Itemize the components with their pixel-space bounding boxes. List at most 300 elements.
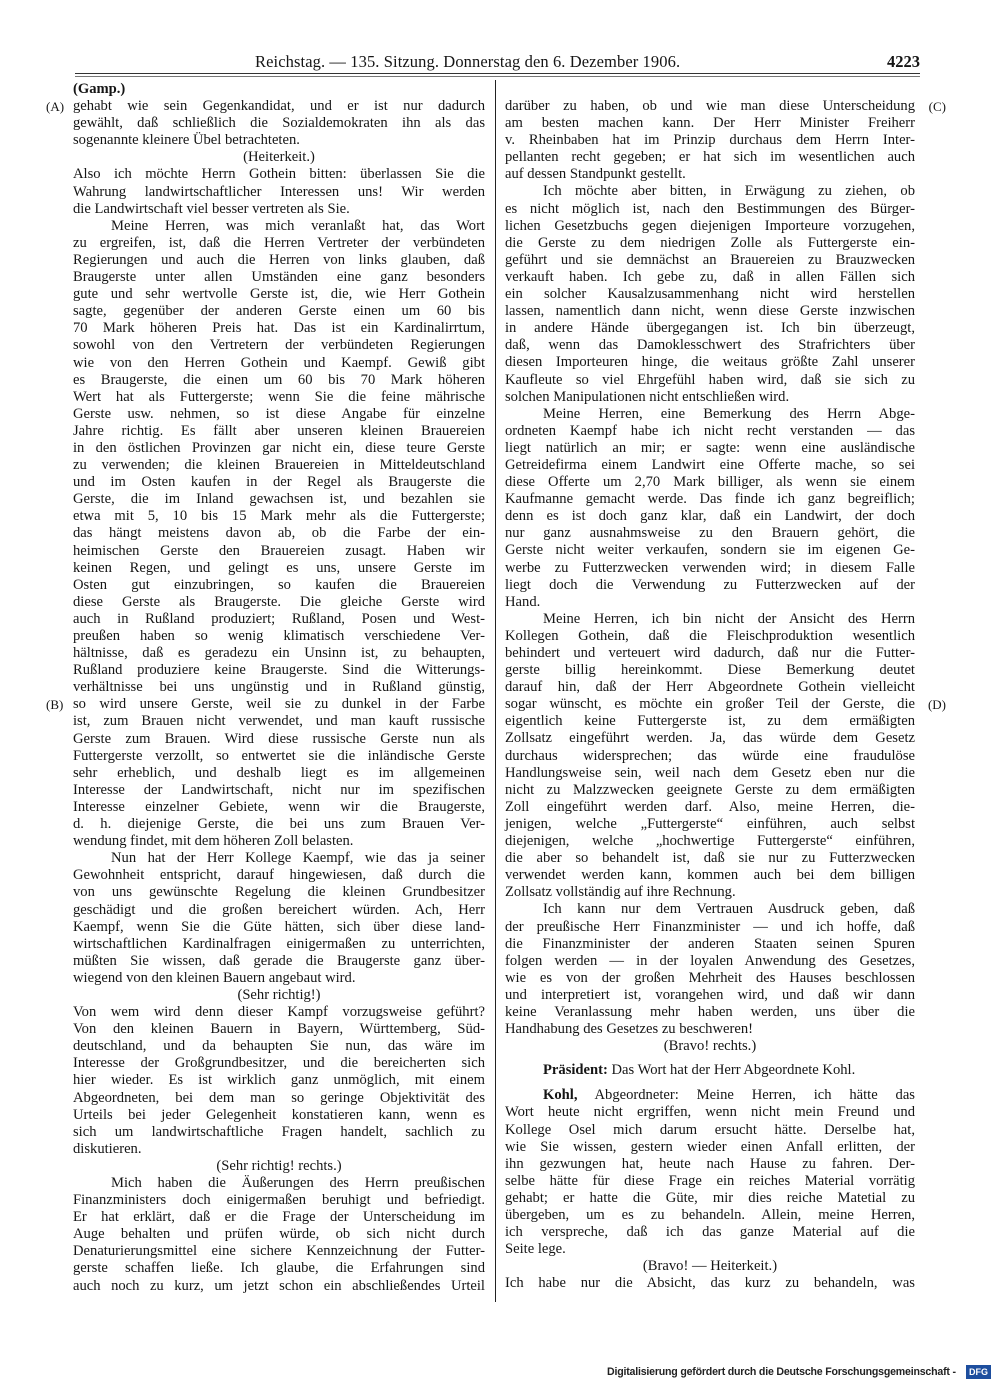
line-text: (Bravo! rechts.) xyxy=(663,1038,757,1055)
line-text: d. h. diejenige Gerste, die bei uns zum Brauen Ver- xyxy=(73,816,485,833)
interjection xyxy=(73,149,485,166)
line-text: Interesse der Großgrundbesitzer, und die bereicherten sich xyxy=(73,1055,485,1072)
line-text: Interesse der Landwirtschaft, nicht nur im spezifischen xyxy=(73,781,485,798)
text-line xyxy=(73,525,485,542)
line-text: gehabt; er hatte die Güte, mir dies reiche Matetial zu xyxy=(505,1189,915,1206)
text-line xyxy=(73,372,485,389)
line-text: Kollege Osel mich darum ersucht hätte. Derselbe hat, xyxy=(505,1121,915,1138)
text-line xyxy=(73,457,485,474)
text-line xyxy=(505,1139,915,1156)
line-text: geführt und sie demnächst an Brauereien zu Brauzwecken xyxy=(505,251,915,268)
line-text: Getreidefirma einem Landwirt eine Offerte mache, so sei xyxy=(505,456,915,473)
line-text: Von wem wird denn dieser Kampf vorzugsweise geführt? xyxy=(73,1004,485,1021)
line-text: Auge behalten und prüfen würde, ob sich nicht durch xyxy=(73,1226,485,1243)
text-line xyxy=(505,1021,915,1038)
line-text: wiegend von den kleinen Bauern angebaut wird. xyxy=(73,969,356,986)
line-text: auch noch zu kurz, um jetzt schon ein abschließendes Urteil xyxy=(73,1277,485,1294)
text-line xyxy=(505,303,915,320)
line-text: Kollegen Gothein, daß die Fleischproduktion wesentlich xyxy=(505,627,915,644)
line-text: keine Veranlassung mehr haben werden, uns über die xyxy=(505,1003,915,1020)
line-text: am besten machen kann. Der Herr Minister Freiherr xyxy=(505,115,915,132)
text-line xyxy=(505,577,915,594)
column-divider xyxy=(495,80,496,1302)
line-text: hältnisse, daß es geradezu ein Unsinn ist, zu behaupten, xyxy=(73,645,485,662)
text-line xyxy=(73,679,485,696)
line-text: darauf hin, daß der Herr Abgeordnete Gothein vielleicht xyxy=(505,679,915,696)
line-text: gerste billig hereinkommt. Diese Bemerkung deutet xyxy=(505,662,915,679)
text-line xyxy=(505,132,915,149)
interjection xyxy=(505,1258,915,1275)
paragraph xyxy=(505,406,915,611)
line-text: Meine Herren, eine Bemerkung des Herrn Abge- xyxy=(543,405,915,422)
line-text: zu verwenden; die kleinen Brauereien in Mitteldeutschland xyxy=(73,457,485,474)
line-text: folgen werden — in der loyalen Anwendung des Gesetzes, xyxy=(505,952,915,969)
text-line xyxy=(505,542,915,559)
text-line xyxy=(73,491,485,508)
line-text: (Bravo! — Heiterkeit.) xyxy=(642,1258,778,1275)
text-line xyxy=(505,645,915,662)
line-text: v. Rheinbaben hat im Prinzip durchaus dem Herrn Inter- xyxy=(505,132,915,149)
text-line xyxy=(73,628,485,645)
text-line xyxy=(505,919,915,936)
line-text: denn es ist doch ganz klar, daß ein Landwirt, der doch xyxy=(505,508,915,525)
line-text: Gerste nicht weiter verkaufen, sondern sie im eigenen Ge- xyxy=(505,542,915,559)
text-line xyxy=(73,1090,485,1107)
text-line xyxy=(73,987,485,1004)
line-text: werbe zu Futterzwecken verwenden wird; in diesem Falle xyxy=(505,559,915,576)
text-line xyxy=(73,184,485,201)
paragraph xyxy=(46,98,485,149)
line-text: Abgeordneten, bei dem man so geringe Objektivität des xyxy=(73,1089,485,1106)
text-line xyxy=(73,423,485,440)
text-line xyxy=(505,372,915,389)
text-line xyxy=(73,1158,485,1175)
margin-marker: (C) xyxy=(928,99,946,114)
text-line xyxy=(73,1038,485,1055)
line-text: hier wieder. Es ist wirklich ganz unmöglich, mit einem xyxy=(73,1072,485,1089)
line-text: die Landwirtschaft viel besser vertreten als Sie. xyxy=(73,200,350,217)
paragraph xyxy=(505,98,946,183)
text-line xyxy=(505,782,915,799)
text-line xyxy=(73,132,485,149)
text-line xyxy=(73,1072,485,1089)
text-line xyxy=(505,389,915,406)
line-text: gewählt, daß schließlich die Sozialdemokraten ihn als das xyxy=(73,115,485,132)
text-line xyxy=(505,884,915,901)
line-text: Meine Herren, was mich veranlaßt hat, das Wort xyxy=(111,217,485,234)
margin-marker: (A) xyxy=(46,99,65,115)
interjection xyxy=(505,1038,915,1055)
text-line xyxy=(73,166,485,183)
text-line xyxy=(73,337,485,354)
line-text: daß, wenn das Damoklesschwert des Strafrichters über xyxy=(505,337,915,354)
text-line xyxy=(73,1124,485,1141)
line-text: ich verspreche, daß ich das ganze Material auf die xyxy=(505,1224,915,1241)
left-column xyxy=(46,81,485,1295)
text-line xyxy=(505,611,915,628)
line-text: Er hat erklärt, daß er die Frage der Unterscheidung im xyxy=(73,1209,485,1226)
line-text: lichen Gesetzbuchs gegen diejenigen Importeure vorzugehen, xyxy=(505,217,915,234)
margin-marker: (B) xyxy=(46,697,64,713)
text-line xyxy=(73,543,485,560)
text-line xyxy=(505,1258,915,1275)
line-text: gehabt wie sein Gegenkandidat, und er ist nur dadurch xyxy=(73,98,485,115)
line-text: darüber zu haben, ob und wie man diese Unterscheidung xyxy=(505,98,915,114)
line-text: Ich möchte aber bitten, in Erwägung zu ziehen, ob xyxy=(543,183,915,200)
paragraph xyxy=(73,1004,485,1158)
paragraph xyxy=(73,1175,485,1295)
text-line xyxy=(73,577,485,594)
text-line xyxy=(73,286,485,303)
text-line xyxy=(505,730,915,747)
text-line xyxy=(73,919,485,936)
line-text: die Finanzminister der anderen Staaten seinen Spuren xyxy=(505,935,915,952)
line-text: wie Sie wissen, gestern wieder einen Anfall erlitten, der xyxy=(505,1138,915,1155)
line-text: heimischen Gerste den Brauereien zusagt. Haben wir xyxy=(73,542,485,559)
line-text: sowohl von den Vertretern der verbündeten Regierungen xyxy=(73,337,485,354)
text-line xyxy=(73,1192,485,1209)
text-line xyxy=(505,679,915,696)
text-line xyxy=(505,594,915,611)
text-line xyxy=(46,98,485,115)
text-line xyxy=(505,1241,915,1258)
line-text: lassen, namentlich dann nicht, wenn diese Gerste inzwischen xyxy=(505,303,915,320)
line-text: zu ergreifen, ist, daß die Herren Vertreter der verbündeten xyxy=(73,234,485,251)
line-text: Braugerste unter allen Umständen eine ganz besonders xyxy=(73,269,485,286)
line-text: Osten gut einzubringen, so kaufen die Brauereien xyxy=(73,576,485,593)
line-text: pellanten recht gegeben; er hat sich im wesentlichen auch xyxy=(505,149,915,166)
line-text: gerste schaffen ließe. Ich glaube, die Erfahrungen sind xyxy=(73,1260,485,1277)
text-line xyxy=(73,1141,485,1158)
text-line xyxy=(73,252,485,269)
line-text: Abgeordneter: Meine Herren, ich hätte das xyxy=(577,1087,915,1104)
line-text: wie es von der großen Mehrheit des Hauses beschlossen xyxy=(505,969,915,986)
line-text: diejenigen, welche „hochwertige Futtergerste“ einführen, xyxy=(505,833,915,850)
line-text: sogenannte kleinere Übel betrachteten. xyxy=(73,132,300,149)
text-line xyxy=(505,1038,915,1055)
text-line xyxy=(505,560,915,577)
text-line xyxy=(73,713,485,730)
text-line xyxy=(73,149,485,166)
line-text: das hängt meistens davon ab, ob die Farbe der ein- xyxy=(73,525,485,542)
line-text: Denaturierungsmittel eine sichere Kennzeichnung der Futter- xyxy=(73,1243,485,1260)
text-line xyxy=(73,611,485,628)
page-number: 4223 xyxy=(887,52,920,71)
line-text: Also ich möchte Herrn Gothein bitten: überlassen Sie die xyxy=(73,166,485,183)
text-line xyxy=(73,1226,485,1243)
text-line xyxy=(73,731,485,748)
text-line xyxy=(73,765,485,782)
line-text: diesen Importeuren hinge, die weitaus größte Zahl unserer xyxy=(505,354,915,371)
text-line xyxy=(505,901,915,918)
text-line xyxy=(505,149,915,166)
line-text: müßten Sie wissen, daß gerade die Braugerste ganz über- xyxy=(73,952,485,969)
text-line xyxy=(505,320,915,337)
line-text: Das Wort hat der Herr Abgeordnete Kohl. xyxy=(607,1062,856,1079)
text-line xyxy=(505,474,915,491)
text-line xyxy=(505,269,915,286)
line-text: sagte, gegenüber der anderen Gerste einen um 60 bis xyxy=(73,303,485,320)
line-text: der preußische Herr Finanzminister — und ich hoffe, daß xyxy=(505,918,915,935)
text-line xyxy=(505,286,915,303)
line-text: auch in Rußland produziert; Rußland, Posen und West- xyxy=(73,610,485,627)
line-text: Ich kann nur dem Vertrauen Ausdruck geben, daß xyxy=(543,901,915,918)
line-text: Kaempf, wenn Sie die Güte hätten, sich über diese land- xyxy=(73,918,485,935)
text-line xyxy=(73,440,485,457)
text-line xyxy=(73,269,485,286)
speaker-turn xyxy=(505,1087,915,1258)
text-line xyxy=(505,1087,915,1104)
line-text: die Gerste zu dem niedrigen Zolle als Futtergerste ein- xyxy=(505,234,915,251)
text-line xyxy=(505,1173,915,1190)
paragraph xyxy=(73,166,485,217)
text-line xyxy=(505,406,915,423)
text-line xyxy=(73,303,485,320)
line-text: liegt natürlich an mir; er sagte: wenn eine ausländische xyxy=(505,439,915,456)
text-line xyxy=(505,1207,915,1224)
text-line xyxy=(73,970,485,987)
text-line xyxy=(73,833,485,850)
line-text: (Heiterkeit.) xyxy=(243,149,315,166)
right-column xyxy=(505,98,946,1292)
line-text: deutschland, und da behaupten Sie nun, das wäre im xyxy=(73,1038,485,1055)
text-line xyxy=(73,1055,485,1072)
text-line xyxy=(505,235,915,252)
line-text: Urteils bei jeder Gelegenheit konstatieren kann, wenn es xyxy=(73,1106,485,1123)
text-line xyxy=(505,1275,915,1292)
line-text: wendung findet, mit dem höheren Zoll belasten. xyxy=(73,833,354,850)
line-text: wirtschaftlichen Kardinalfragen einigermaßen zu unterrichten, xyxy=(73,935,485,952)
line-text: auf dessen Standpunkt gestellt. xyxy=(505,166,686,183)
text-line xyxy=(73,201,485,218)
line-text: Gerste, die im Inland gewachsen ist, und bezahlen sie xyxy=(73,491,485,508)
line-text: eigentlich keine Futtergerste ist, zu dem ermäßigten xyxy=(505,713,915,730)
line-text: preußen haben so wenig klimatisch verschiedene Ver- xyxy=(73,628,485,644)
line-text: Interesse einzelner Gebiete, wenn wir die Braugerste, xyxy=(73,798,485,815)
line-text: Jahre richtig. Es fällt aber unseren kleinen Brauereien xyxy=(73,422,485,439)
line-text: und interpretiert ist, vorangehen wird, und daß wir dann xyxy=(505,986,915,1003)
line-text: es nicht möglich ist, nach den Bestimmungen des Bürger- xyxy=(505,200,915,217)
text-line xyxy=(505,1122,915,1139)
line-text: Mich haben die Äußerungen des Herrn preußischen xyxy=(111,1175,485,1191)
line-text: Meine Herren, ich bin nicht der Ansicht des Herrn xyxy=(543,610,915,627)
digitization-credit: Digitalisierung gefördert durch die Deutsche Forschungsgemeinschaft - xyxy=(607,1366,956,1378)
text-line xyxy=(505,1004,915,1021)
text-line xyxy=(505,491,915,508)
line-text: Kaufleute so viel Ehrgefühl haben wird, daß sie sich zu xyxy=(505,371,915,388)
text-line xyxy=(73,884,485,901)
text-line xyxy=(505,1156,915,1173)
text-line xyxy=(73,936,485,953)
text-line xyxy=(73,218,485,235)
text-line xyxy=(505,183,915,200)
line-text: Rußland produziere keine Braugerste. Sind die Witterungs- xyxy=(73,662,485,679)
line-text: die aber so behandelt ist, daß sie nur zu Futterzwecken xyxy=(505,850,915,867)
line-text: sogar wünscht, es möchte ein großer Teil der Gerste, die xyxy=(505,696,915,713)
text-line xyxy=(505,337,915,354)
text-line xyxy=(73,1175,485,1192)
line-text: ein solcher Kausalzusammenhang nicht wird herstellen xyxy=(505,286,915,303)
text-line xyxy=(73,1004,485,1021)
text-line xyxy=(46,696,485,713)
line-text: nicht zu Malzzwecken geeignete Gerste zu dem ermäßigten xyxy=(505,781,915,798)
text-line xyxy=(505,1104,915,1121)
running-header xyxy=(75,52,920,72)
line-text: Gerste zum Brauen. Wird diese russische Gerste nun als xyxy=(73,730,485,747)
line-text: Handhabung des Gesetzes zu beschweren! xyxy=(505,1021,753,1038)
line-text: sich um landwirtschaftliche Fragen handelt, sachlich zu xyxy=(73,1123,485,1140)
text-line xyxy=(505,987,915,1004)
text-line xyxy=(73,1243,485,1260)
line-text: Handlungsweise sein, weil nach dem Gesetz eben nur die xyxy=(505,764,915,781)
paragraph xyxy=(73,850,485,987)
line-text: verkauft haben. Ich gebe zu, daß in allen Fällen sich xyxy=(505,268,915,285)
line-text: durchaus widersprechen; das würde eine fraudulöse xyxy=(505,747,915,764)
text-line xyxy=(505,696,946,713)
text-line xyxy=(73,235,485,252)
text-line xyxy=(505,457,915,474)
line-text: Ich habe nur die Absicht, das kurz zu behandeln, was xyxy=(505,1275,915,1292)
speaker-name: Präsident: xyxy=(543,1062,608,1079)
text-line xyxy=(505,867,915,884)
line-text: diese Offerte um 2,70 Mark billiger, als wenn sie einem xyxy=(505,474,915,491)
text-line xyxy=(505,1062,915,1079)
line-text: verwendet werden kann, kommen auch bei dem billigen xyxy=(505,867,915,884)
line-text: (Gamp.) xyxy=(73,81,126,97)
text-line xyxy=(73,81,485,98)
text-line xyxy=(505,201,915,218)
text-line xyxy=(505,833,915,850)
line-text: etwa mit 5, 10 bis 15 Mark mehr als die Futtergerste; xyxy=(73,508,485,525)
text-line xyxy=(73,1021,485,1038)
text-line xyxy=(505,98,946,115)
text-line xyxy=(505,115,915,132)
line-text: Gerste usw. nehmen, so ist diese Angabe für einzelne xyxy=(73,405,485,422)
interjection xyxy=(73,1158,485,1175)
text-line xyxy=(505,1224,915,1241)
text-line xyxy=(73,355,485,372)
text-line xyxy=(73,799,485,816)
dfg-logo: DFG xyxy=(966,1365,991,1379)
text-line xyxy=(73,867,485,884)
text-line xyxy=(505,628,915,645)
line-text: jenigen, welche „Futtergerste“ einführen, auch selbst xyxy=(505,815,915,832)
text-line xyxy=(73,320,485,337)
line-text: Futtergerste verzollt, so entwertet sie die inländische Gerste xyxy=(73,747,485,764)
line-text: Nun hat der Herr Kollege Kaempf, wie das ja seiner xyxy=(111,850,485,867)
line-text: behindert und verteuert wird dadurch, daß nur die Futter- xyxy=(505,645,915,661)
line-text: Finanzministers doch einigermaßen beruhigt und befriedigt. xyxy=(73,1192,485,1209)
text-line xyxy=(505,354,915,371)
text-line xyxy=(73,508,485,525)
line-text: Von den kleinen Bauern in Bayern, Württemberg, Süd- xyxy=(73,1021,485,1038)
line-text: (Sehr richtig! rechts.) xyxy=(216,1157,342,1174)
text-line xyxy=(505,748,915,765)
text-line xyxy=(73,115,485,132)
line-text: sehr erheblich, und deshalb liegt es im allgemeinen xyxy=(73,764,485,781)
text-line xyxy=(505,508,915,525)
paragraph xyxy=(46,217,485,850)
line-text: übergeben, um es zu behandeln. Allein, meine Herren, xyxy=(505,1207,915,1223)
text-line xyxy=(73,594,485,611)
line-text: Zoll eingeführt werden darf. Also, meine Herren, die- xyxy=(505,798,915,815)
line-text: in andere Hände übergegangen ist. Ich bin überzeugt, xyxy=(505,320,915,337)
line-text: nur ganz ausnahmsweise zu den Brauern gehört, die xyxy=(505,525,915,542)
line-text: diese Gerste als Braugerste. Die gleiche Gerste wird xyxy=(73,593,485,610)
line-text: Zollsatz vollständig auf ihre Rechnung. xyxy=(505,884,736,901)
text-line xyxy=(73,1260,485,1277)
text-line xyxy=(73,560,485,577)
line-text: verhältnisse bei uns ungünstig und in Rußland günstig, xyxy=(73,679,485,696)
text-line xyxy=(505,218,915,235)
header-title: Reichstag. — 135. Sitzung. Donnerstag den 6. Dezember 1906. xyxy=(255,52,681,71)
margin-marker: (D) xyxy=(927,697,946,713)
text-line xyxy=(73,1278,485,1295)
line-text: in den östlichen Provinzen gar nicht ein, diese teure Gerste xyxy=(73,439,485,456)
line-text: Wort heute nicht ergriffen, wenn nicht mein Freund und xyxy=(505,1104,915,1121)
line-text: Zollsatz eingeführt werden. Ja, das würde dem Gesetz xyxy=(505,730,915,747)
text-line xyxy=(505,953,915,970)
speaker-name: Kohl, xyxy=(543,1087,578,1104)
text-line xyxy=(505,440,915,457)
line-text: gute und sehr wertvolle Gerste ist, die, wie Herr Gothein xyxy=(73,286,485,303)
text-line xyxy=(73,645,485,662)
line-text: Regierungen und auch die Herren von links glauben, daß xyxy=(73,251,485,268)
line-text: so wird unsere Gerste, weil sie zu dunkel in der Farbe xyxy=(73,696,485,713)
line-text: (Sehr richtig!) xyxy=(237,986,321,1003)
text-line xyxy=(73,662,485,679)
line-text: Hand. xyxy=(505,593,541,610)
text-line xyxy=(505,765,915,782)
text-line xyxy=(73,953,485,970)
line-text: ihn gezwungen hat, heute nach Hause zu fahren. Der- xyxy=(505,1155,915,1172)
line-text: geschädigt und die großen bereichert würden. Ach, Herr xyxy=(73,901,485,918)
text-line xyxy=(505,166,915,183)
text-line xyxy=(73,850,485,867)
line-text: wie von den Herren Gothein und Kaempf. Gewiß gibt xyxy=(73,354,485,371)
text-line xyxy=(505,423,915,440)
text-line xyxy=(505,816,915,833)
line-text: es Braugerste, die einen um 60 bis 70 Mark höheren xyxy=(73,371,485,388)
paragraph xyxy=(505,901,915,1038)
paragraph xyxy=(505,610,946,902)
text-line xyxy=(505,713,915,730)
paragraph xyxy=(505,1275,915,1292)
text-line xyxy=(505,799,915,816)
text-line xyxy=(73,389,485,406)
text-line xyxy=(505,252,915,269)
line-text: Seite lege. xyxy=(505,1241,566,1258)
line-text: diskutieren. xyxy=(73,1140,142,1157)
speaker-turn xyxy=(505,1062,915,1079)
line-text: Kaufmanne gemacht werde. Das finde ich ganz begreiflich; xyxy=(505,491,915,508)
text-line xyxy=(73,748,485,765)
line-text: selbe hätte für diese Frage ein reiches Material vorrätig xyxy=(505,1172,915,1189)
interjection xyxy=(73,987,485,1004)
text-line xyxy=(73,406,485,423)
line-text: Wert hat als Futtergerste; wenn Sie die feine mährische xyxy=(73,388,485,405)
paragraph xyxy=(505,183,915,405)
line-text: liegt doch die Verwendung zu Futterzwecken auf der xyxy=(505,576,915,593)
text-line xyxy=(505,662,915,679)
text-line xyxy=(73,1107,485,1124)
line-text: und im Osten kaufen in der Regel als Braugerste die xyxy=(73,474,485,491)
text-line xyxy=(73,902,485,919)
line-text: Wahrung landwirtschaftlicher Interessen uns! Wir werden xyxy=(73,183,485,200)
text-line xyxy=(73,816,485,833)
text-line xyxy=(505,850,915,867)
text-line xyxy=(73,474,485,491)
